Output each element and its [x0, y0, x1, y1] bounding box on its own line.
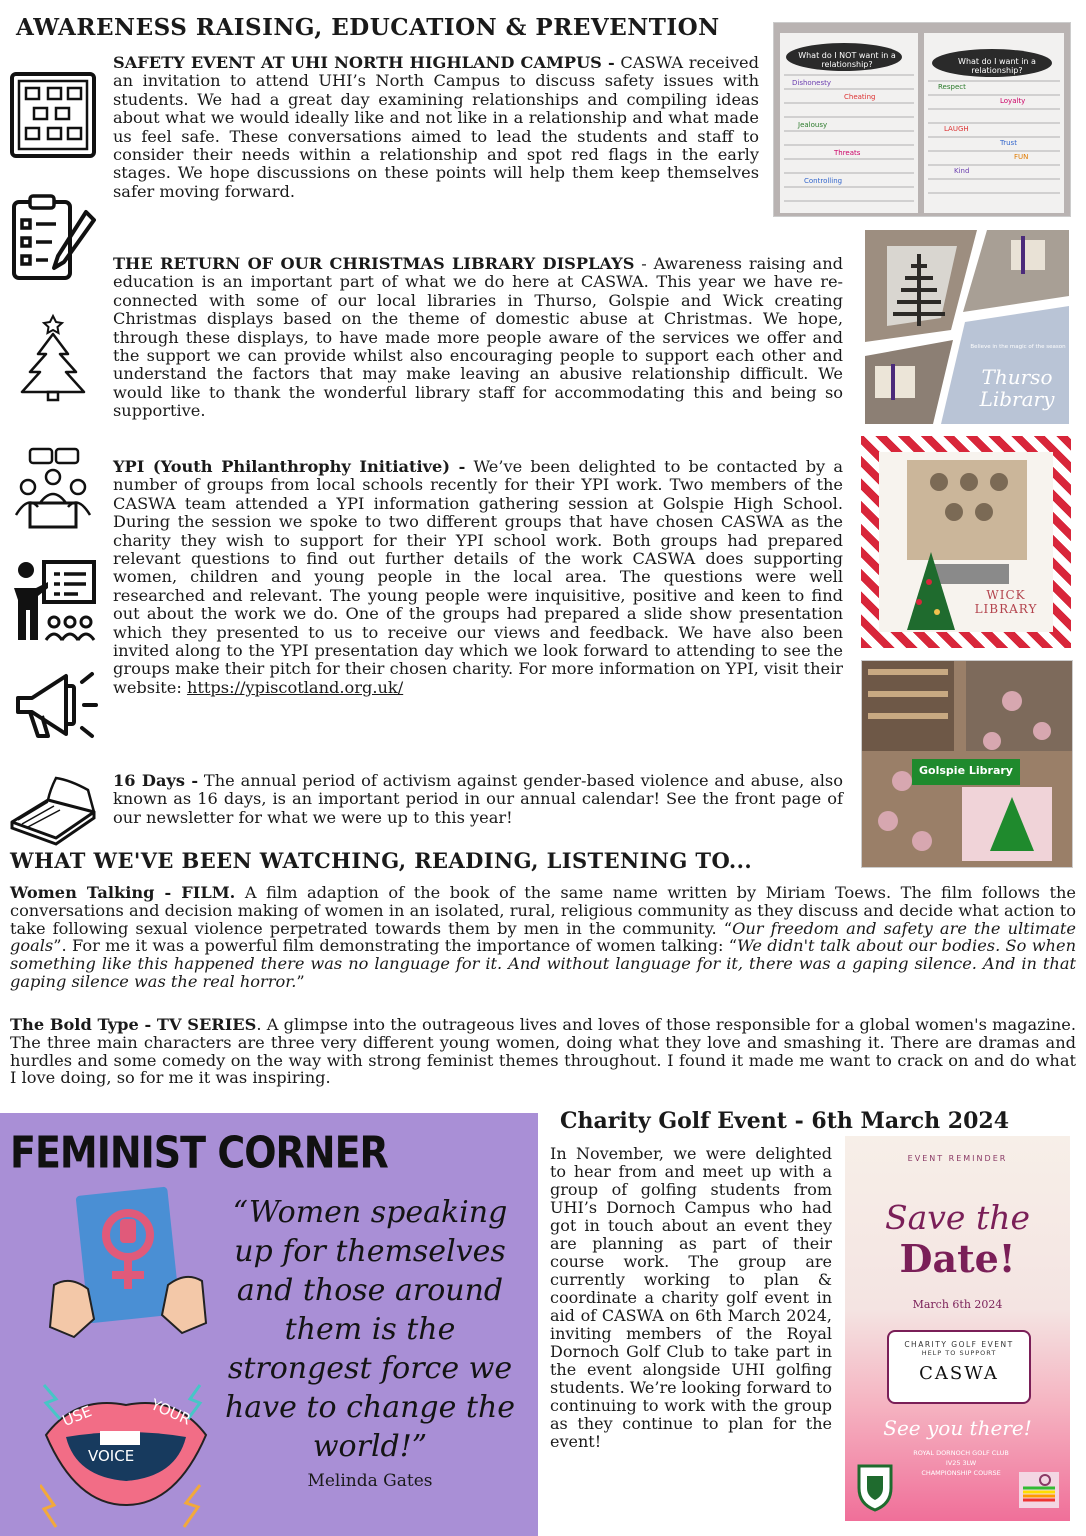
film-review-paragraph: Women Talking - FILM. A film adaption of the book of the same name written by Miriam Toews. The film follows the conversations and decision making of women in an isolated, rural, religious community as they discuss and decide what action to take following sexual violence perpetrated towards them by men in the community. “Our freedom and safety are the ultimate goals”. For me it was a powerful film demonstrating the importance of women talking: “We didn't talk about our bodies. So when something like this happened there was no language for it. And without language for it, there was a gaping silence. And in that gaping silence was the real horror.”: [10, 883, 1076, 991]
lips-text-voice: VOICE: [88, 1447, 135, 1465]
planning-board-icon: [8, 70, 98, 160]
presentation-teacher-icon: [8, 556, 98, 646]
open-book-icon: [8, 762, 98, 852]
svg-text:Loyalty: Loyalty: [1000, 97, 1026, 105]
save-the-date-poster: [845, 1136, 1070, 1521]
lips-text-use: USE: [59, 1402, 95, 1430]
section-title-awareness: AWARENESS RAISING, EDUCATION & PREVENTION: [16, 14, 720, 41]
library-displays-paragraph: THE RETURN OF OUR CHRISTMAS LIBRARY DISPLAYS - Awareness raising and education is an important part of what we do here at CASWA. This year we have re-connected with some of our local libraries in Thurso, Golspie and Wick creating Christmas displays based on the theme of domestic abuse at Christmas. We hope, through these displays, to have made more people aware of the services we offer and the support we can provide whilst also encouraging people to support each other and understand the factors that may make leaving an abusive relationship difficult. We would like to thank the wonderful library staff for accommodating this and being so supportive.: [113, 254, 843, 421]
feminist-quote: “Women speaking up for themselves and those around them is the strongest force we have to change the world!”: [224, 1195, 516, 1464]
sixteen-days-paragraph: 16 Days - The annual period of activism against gender-based violence and abuse, also known as 16 days, is an important period in our annual calendar! See the front page of our newsletter for what we were up to this year!: [113, 771, 843, 827]
safety-event-paragraph: SAFETY EVENT AT UHI NORTH HIGHLAND CAMPUS - CASWA received an invitation to attend UHI’s North Campus to discuss safety issues with students. We had a great day examining relationships and compiling ideas about what we would ideally like and not like in a relationship and what made us feel safe. These conversations aimed to lead the students and staff to consider their needs within a relationship and spot red flags in the early stages. We hope discussions on these points will help them keep themselves safer moving forward.: [113, 53, 759, 201]
christmas-tree-icon: [8, 312, 98, 402]
feminist-corner-panel: [0, 1113, 538, 1536]
wall-right-label: What do I want in a relationship?: [958, 57, 1036, 75]
poster-venue: ROYAL DORNOCH GOLF CLUB IV25 3LW CHAMPIONSHIP COURSE: [913, 1449, 1009, 1477]
thurso-small-caption: Believe in the magic of the season: [970, 344, 1066, 350]
wick-caption: WICK LIBRARY: [974, 588, 1038, 616]
poster-date-word: Date!: [899, 1236, 1016, 1281]
ypi-website-link[interactable]: https://ypiscotland.org.uk/: [186, 677, 404, 697]
golf-club-crest-icon: [855, 1462, 895, 1512]
feminist-corner-title: FEMINIST CORNER: [10, 1127, 388, 1178]
quote-author: Melinda Gates: [307, 1471, 433, 1491]
svg-text:Dishonesty: Dishonesty: [792, 79, 831, 87]
poster-see-you: See you there!: [883, 1416, 1032, 1440]
rainbow-ribbon-icon: [1017, 1470, 1061, 1510]
golf-event-title: Charity Golf Event - 6th March 2024: [560, 1108, 1010, 1134]
megaphone-icon: [8, 660, 98, 750]
wall-left-label: What do I NOT want in a relationship?: [798, 51, 896, 69]
ypi-paragraph: YPI (Youth Philanthrophy Initiative) - We’ve been delighted to be contacted by a number of groups from local schools recently for their YPI work. Two members of the CASWA team attended a YPI information gathering session at Golspie High School. During the session we spoke to two different groups that have chosen CASWA as the charity they wish to support for their YPI school work. Both groups had prepared relevant questions to find out further details of the work CASWA does supporting women, children and young people in the local area. The questions were well researched and relevant. The young people were inquisitive, positive and keen to find out about the work we do. One of the groups had prepared a slide show presentation which they presented to us to receive our views and feedback. We have also been invited along to the YPI presentation day which we look forward to attending to see the groups make their pitch for their chosen charity. For more information on YPI, visit their website: https://ypiscotland.org.uk/: [113, 457, 843, 697]
relationship-wall-photo: [773, 22, 1071, 217]
section-title-watching: WHAT WE'VE BEEN WATCHING, READING, LISTENING TO...: [10, 848, 753, 873]
svg-text:Respect: Respect: [938, 83, 966, 91]
group-meeting-icon: [8, 445, 98, 535]
poster-save: Save the: [885, 1198, 1030, 1237]
thurso-caption: Thurso Library: [979, 365, 1055, 411]
svg-text:Cheating: Cheating: [844, 93, 876, 101]
svg-text:Kind: Kind: [954, 167, 970, 175]
golspie-library-photo: [861, 660, 1073, 868]
golspie-caption: Golspie Library: [919, 764, 1013, 777]
svg-text:LAUGH: LAUGH: [944, 125, 969, 133]
svg-text:Threats: Threats: [834, 149, 861, 157]
poster-date: March 6th 2024: [912, 1298, 1003, 1311]
svg-text:FUN: FUN: [1014, 153, 1029, 161]
svg-text:Trust: Trust: [1000, 139, 1017, 147]
tv-review-paragraph: The Bold Type - TV SERIES. A glimpse into the outrageous lives and loves of those responsible for a global women's magazine. The three main characters are three very different young women, doing what they love and smashing it. There are dramas and hurdles and some comedy on the way with strong feminist themes throughout. I found it made me want to crack on and do what I love doing, so for me it was inspiring.: [10, 1015, 1076, 1088]
poster-reminder: EVENT REMINDER: [907, 1154, 1008, 1163]
thurso-library-photo: [861, 226, 1073, 426]
clipboard-checklist-icon: [8, 192, 98, 282]
feminist-illustration: [40, 1185, 210, 1535]
golf-event-paragraph: In November, we were delighted to hear from and meet up with a group of golfing students from UHI’s Dornoch Campus who had got in touch about an event they are planning as part of their course work. The group are currently working to plan & coordinate a charity golf event in aid of CASWA on 6th March 2024, inviting members of the Royal Dornoch Golf Club to take part in the event alongside UHI golfing students. We’re looking forward to continuing to work with the group as they continue to plan for the event!: [550, 1144, 832, 1451]
svg-text:Controlling: Controlling: [804, 177, 843, 185]
svg-text:Jealousy: Jealousy: [798, 121, 828, 129]
poster-event-box: CHARITY GOLF EVENT HELP TO SUPPORT CASWA: [887, 1330, 1031, 1404]
lips-text-your: YOUR: [148, 1395, 194, 1429]
wick-library-photo: [861, 436, 1071, 648]
